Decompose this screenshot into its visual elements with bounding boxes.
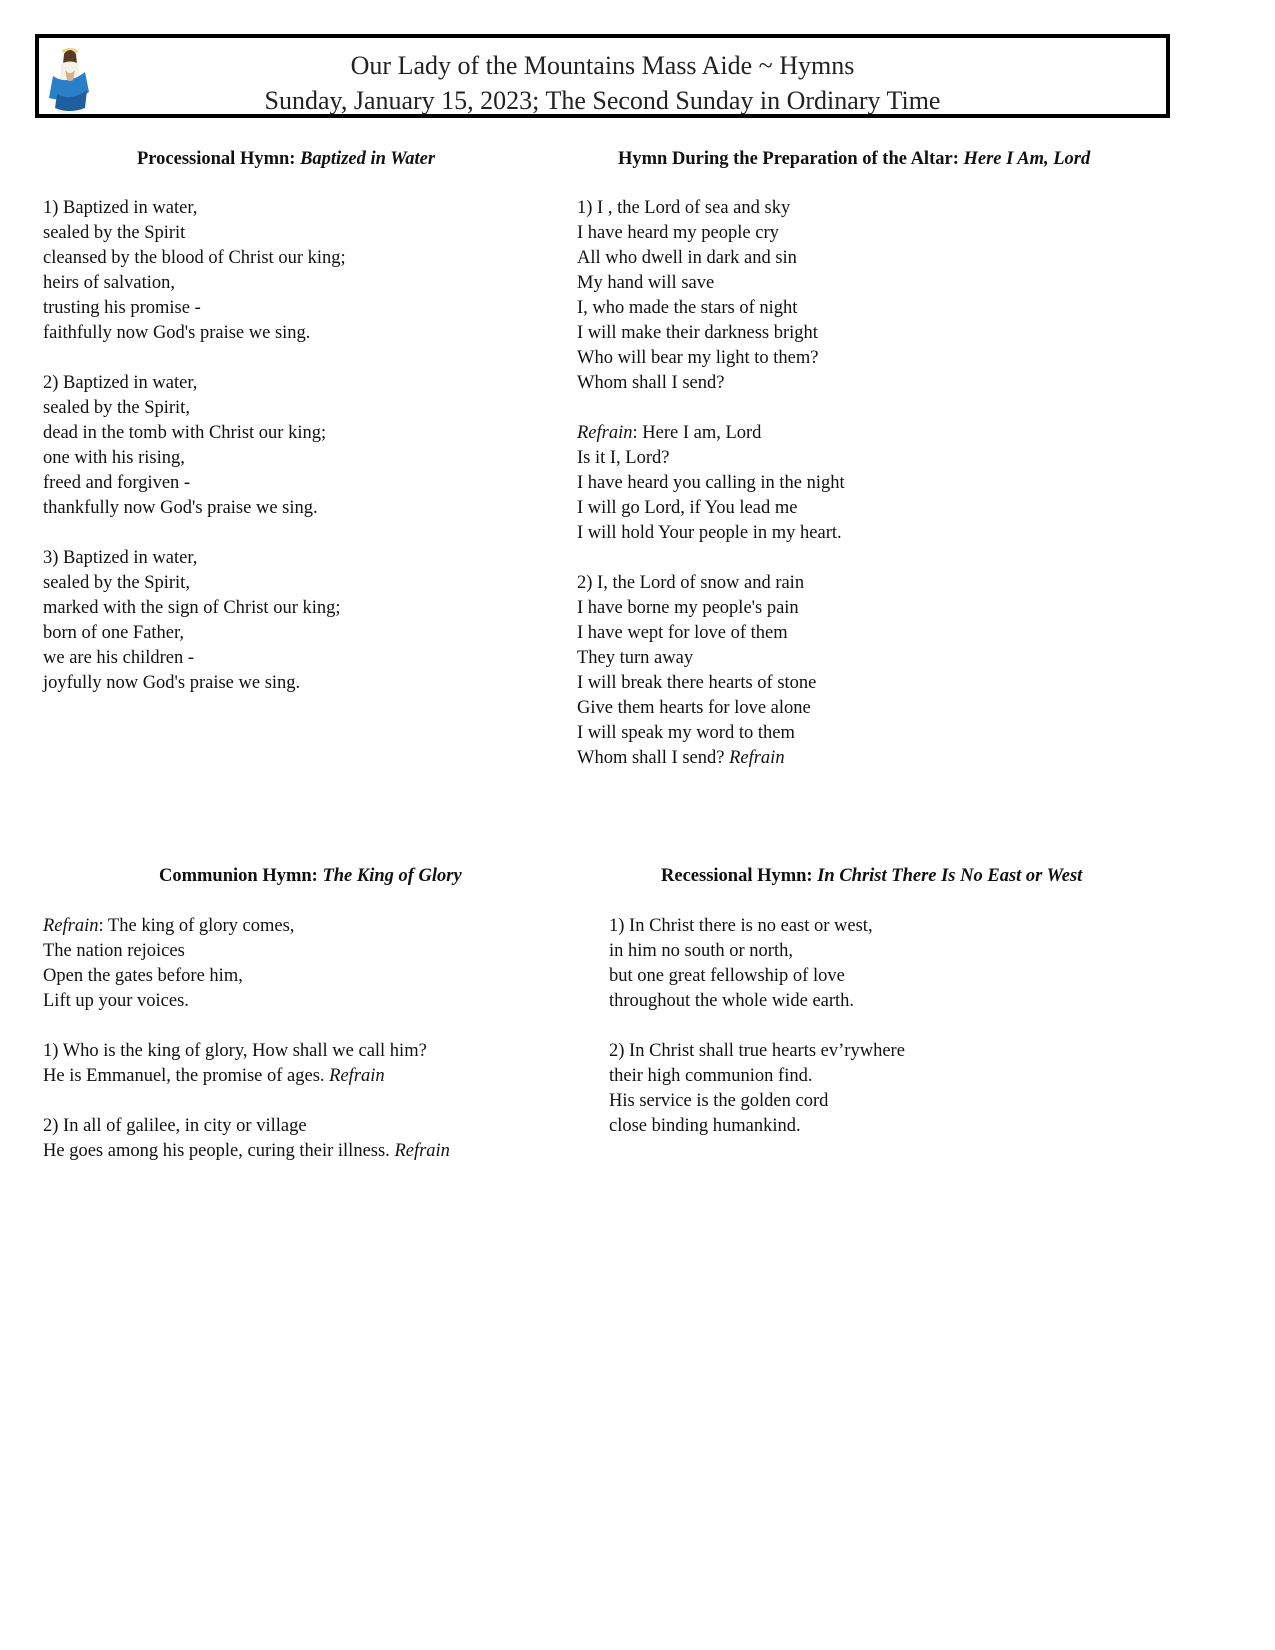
lyric-line: faithfully now God's praise we sing. bbox=[43, 323, 311, 343]
lyric-line: in him no south or north, bbox=[609, 941, 793, 961]
lyric-line: Is it I, Lord? bbox=[577, 448, 670, 468]
recessional-title bbox=[661, 866, 1082, 887]
recessional-text bbox=[609, 914, 905, 1164]
stanza bbox=[43, 1039, 450, 1089]
refrain bbox=[43, 914, 450, 1014]
lyric-line: their high communion find. bbox=[609, 1066, 813, 1086]
lyric-line: 3) Baptized in water, bbox=[43, 548, 198, 568]
preparation-label: Hymn During the Preparation of the Altar: bbox=[618, 149, 964, 169]
stanza bbox=[43, 546, 346, 696]
refrain-tag: Refrain bbox=[394, 1141, 450, 1161]
lyric-line: trusting his promise - bbox=[43, 298, 201, 318]
lyric-line: heirs of salvation, bbox=[43, 273, 176, 293]
stanza bbox=[43, 371, 346, 521]
lyric-line: born of one Father, bbox=[43, 623, 185, 643]
refrain-label: Refrain bbox=[43, 916, 99, 936]
lyric-line: close binding humankind. bbox=[609, 1116, 801, 1136]
processional-text bbox=[43, 196, 346, 721]
lyric-line: sealed by the Spirit bbox=[43, 223, 186, 243]
refrain-tag: Refrain bbox=[729, 748, 785, 768]
header-box bbox=[35, 34, 1170, 118]
stanza bbox=[609, 914, 905, 1014]
lyric-line: sealed by the Spirit, bbox=[43, 398, 190, 418]
stanza bbox=[609, 1039, 905, 1139]
lyric-line: thankfully now God's praise we sing. bbox=[43, 498, 318, 518]
recessional-label: Recessional Hymn: bbox=[661, 866, 818, 886]
preparation-name: Here I Am, Lord bbox=[963, 149, 1091, 169]
lyric-line: The nation rejoices bbox=[43, 941, 185, 961]
lyric-line: Who will bear my light to them? bbox=[577, 348, 819, 368]
lyric-line bbox=[43, 1139, 450, 1164]
lyric-line bbox=[43, 914, 450, 939]
lyric-line bbox=[577, 746, 845, 771]
lyric-line: 2) In all of galilee, in city or village bbox=[43, 1116, 307, 1136]
processional-title bbox=[137, 149, 435, 170]
communion-label: Communion Hymn: bbox=[159, 866, 323, 886]
lyric-line: I will speak my word to them bbox=[577, 723, 795, 743]
lyric-line: 2) Baptized in water, bbox=[43, 373, 198, 393]
communion-title bbox=[159, 866, 462, 887]
lyric-line: joyfully now God's praise we sing. bbox=[43, 673, 301, 693]
lyric-line: I will hold Your people in my heart. bbox=[577, 523, 842, 543]
refrain-text: : Here I am, Lord bbox=[632, 423, 762, 443]
lyric-line: sealed by the Spirit, bbox=[43, 573, 190, 593]
recessional-name: In Christ There Is No East or West bbox=[817, 866, 1083, 886]
lyric-line: marked with the sign of Christ our king; bbox=[43, 598, 341, 618]
preparation-title bbox=[618, 149, 1090, 170]
lyric-line: I have borne my people's pain bbox=[577, 598, 799, 618]
lyric-line: I have heard you calling in the night bbox=[577, 473, 845, 493]
lyric-line: Open the gates before him, bbox=[43, 966, 243, 986]
lyric-line: but one great fellowship of love bbox=[609, 966, 845, 986]
lyric-line: They turn away bbox=[577, 648, 694, 668]
lyric-line: 2) In Christ shall true hearts ev’rywhere bbox=[609, 1041, 905, 1061]
lyric-line: 1) I , the Lord of sea and sky bbox=[577, 198, 791, 218]
lyric-line: All who dwell in dark and sin bbox=[577, 248, 797, 268]
lyric-line: 1) Baptized in water, bbox=[43, 198, 198, 218]
stanza bbox=[577, 196, 845, 396]
communion-name: The King of Glory bbox=[322, 866, 462, 886]
refrain-tag: Refrain bbox=[329, 1066, 385, 1086]
lyric-line: dead in the tomb with Christ our king; bbox=[43, 423, 327, 443]
lyric-line: 1) In Christ there is no east or west, bbox=[609, 916, 873, 936]
lyric-line: Give them hearts for love alone bbox=[577, 698, 811, 718]
lyric-line: cleansed by the blood of Christ our king; bbox=[43, 248, 346, 268]
document-title: Our Lady of the Mountains Mass Aide ~ Hymns bbox=[350, 51, 855, 80]
lyric-line: freed and forgiven - bbox=[43, 473, 191, 493]
communion-text bbox=[43, 914, 450, 1189]
lyric-line: My hand will save bbox=[577, 273, 715, 293]
lyric-line: I, who made the stars of night bbox=[577, 298, 798, 318]
lyric-text: He is Emmanuel, the promise of ages. bbox=[43, 1066, 330, 1086]
stanza bbox=[43, 1114, 450, 1164]
lyric-line: throughout the whole wide earth. bbox=[609, 991, 855, 1011]
refrain-label: Refrain bbox=[577, 423, 633, 443]
stanza bbox=[43, 196, 346, 346]
lyric-line: I will make their darkness bright bbox=[577, 323, 818, 343]
preparation-text bbox=[577, 196, 845, 796]
lyric-line: His service is the golden cord bbox=[609, 1091, 829, 1111]
lyric-line: I have heard my people cry bbox=[577, 223, 779, 243]
lyric-line: 2) I, the Lord of snow and rain bbox=[577, 573, 805, 593]
lyric-line: one with his rising, bbox=[43, 448, 185, 468]
document-date: Sunday, January 15, 2023; The Second Sunday in Ordinary Time bbox=[264, 86, 941, 115]
lyric-line: we are his children - bbox=[43, 648, 195, 668]
lyric-line bbox=[43, 1064, 450, 1089]
lyric-line: Whom shall I send? bbox=[577, 373, 725, 393]
lyric-line: I will go Lord, if You lead me bbox=[577, 498, 798, 518]
processional-label: Processional Hymn: bbox=[137, 149, 301, 169]
lyric-text: Whom shall I send? bbox=[577, 748, 730, 768]
lyric-line: I have wept for love of them bbox=[577, 623, 788, 643]
stanza bbox=[577, 571, 845, 771]
refrain-text: : The king of glory comes, bbox=[98, 916, 295, 936]
lyric-text: He goes among his people, curing their illness. bbox=[43, 1141, 395, 1161]
processional-name: Baptized in Water bbox=[300, 149, 436, 169]
lyric-line: I will break there hearts of stone bbox=[577, 673, 817, 693]
lyric-line: 1) Who is the king of glory, How shall we call him? bbox=[43, 1041, 427, 1061]
lyric-line bbox=[577, 421, 845, 446]
lyric-line: Lift up your voices. bbox=[43, 991, 189, 1011]
refrain bbox=[577, 421, 845, 546]
